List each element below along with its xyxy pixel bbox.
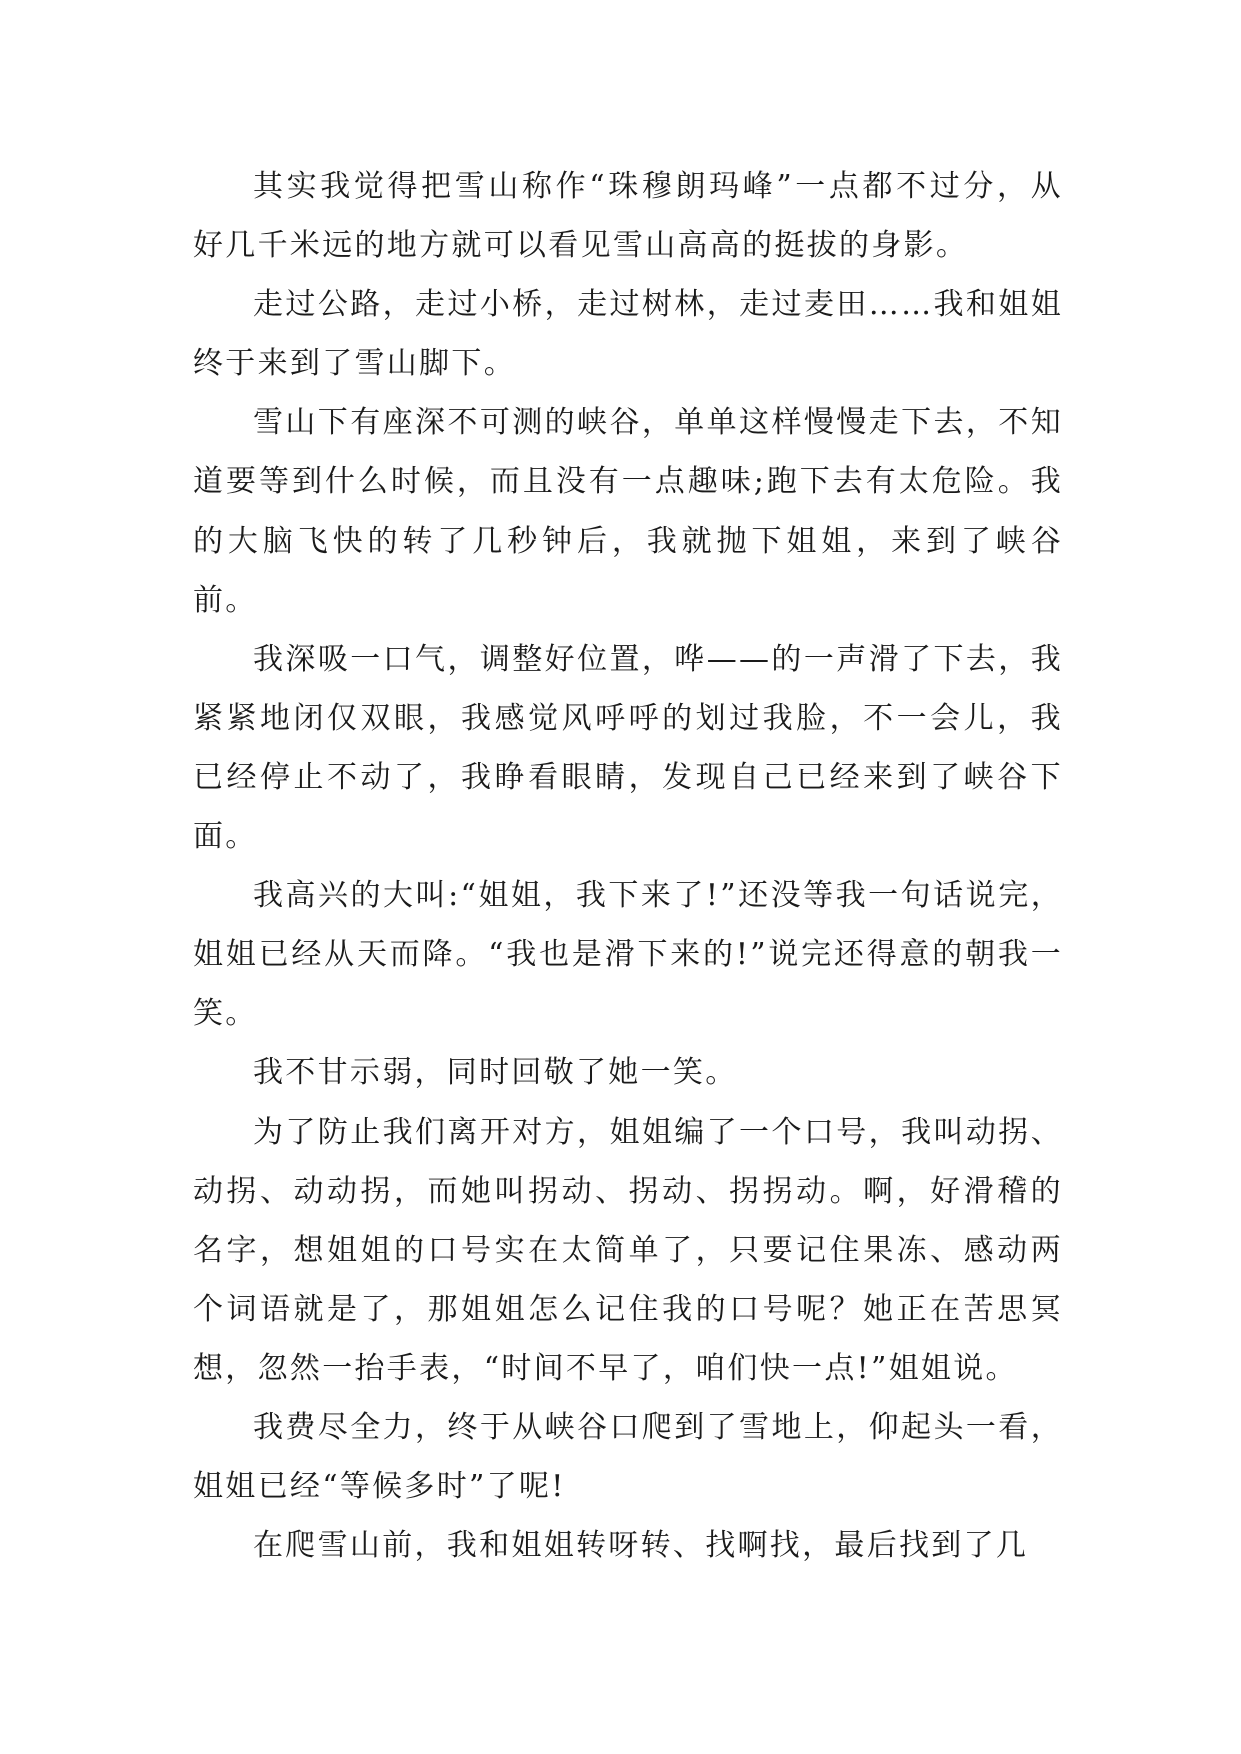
essay-body: [193, 157, 1063, 1575]
paragraph-2: 走过公路，走过小桥，走过树林，走过麦田……我和姐姐终于来到了雪山脚下。: [193, 287, 1063, 382]
paragraph-9: 在爬雪山前，我和姐姐转呀转、找啊找，最后找到了几: [253, 1528, 1029, 1564]
paragraph-6: 我不甘示弱，同时回敬了她一笑。: [253, 1055, 738, 1091]
paragraph-3: 雪山下有座深不可测的峡谷，单单这样慢慢走下去，不知道要等到什么时候，而且没有一点趣味;跑下去有太危险。我的大脑飞快的转了几秒钟后，我就抛下姐姐，来到了峡谷前。: [193, 405, 1063, 618]
paragraph-5: 我高兴的大叫:“姐姐，我下来了!”还没等我一句话说完，姐姐已经从天而降。“我也是滑下来的!”说完还得意的朝我一笑。: [193, 878, 1063, 1032]
paragraph-1: 其实我觉得把雪山称作“珠穆朗玛峰”一点都不过分，从好几千米远的地方就可以看见雪山高高的挺拔的身影。: [193, 169, 1063, 264]
paragraph-8: 我费尽全力，终于从峡谷口爬到了雪地上，仰起头一看，姐姐已经“等候多时”了呢!: [193, 1409, 1063, 1505]
paragraph-4: 我深吸一口气，调整好位置，哗——的一声滑了下去，我紧紧地闭仅双眼，我感觉风呼呼的划过我脸，不一会儿，我已经停止不动了，我睁看眼睛，发现自己已经来到了峡谷下面。: [193, 641, 1063, 855]
paragraph-7: 为了防止我们离开对方，姐姐编了一个口号，我叫动拐、动拐、动动拐，而她叫拐动、拐动、拐拐动。啊，好滑稽的名字，想姐姐的口号实在太简单了，只要记住果冻、感动两个词语就是了，那姐姐怎么记住我的口号呢？她正在苦思冥想，忽然一抬手表，“时间不早了，咱们快一点!”姐姐说。: [193, 1114, 1063, 1386]
